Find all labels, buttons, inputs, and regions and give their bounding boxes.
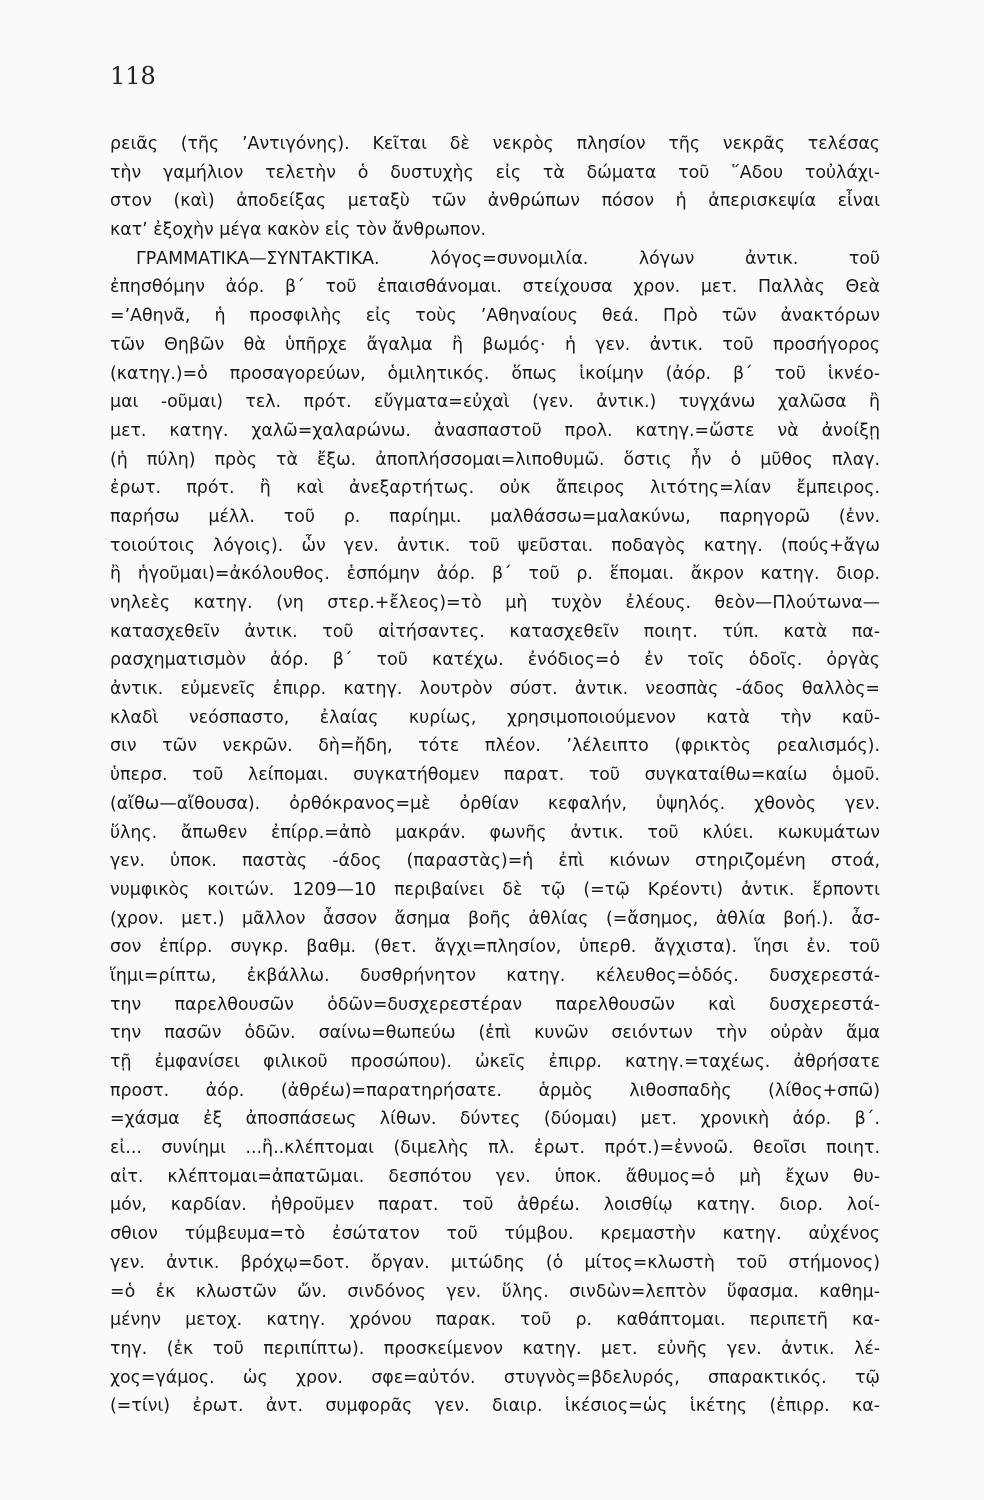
text-line: μόν, καρδίαν. ἠθροῦμεν παρατ. τοῦ ἀθρέω. λοισθίῳ κατηγ. διορ. λοί- xyxy=(110,1195,880,1216)
text-line: εἰ... συνίημι ...ἢ..κλέπτομαι (διμελὴς πλ. ἐρωτ. πρότ.)=ἐννοῶ. θεοῖσι ποιητ. xyxy=(110,1138,880,1159)
text-line: τῇ ἐμφανίσει φιλικοῦ προσώπου). ὠκεῖς ἐπιρρ. κατηγ.=ταχέως. ἀθρήσατε xyxy=(110,1052,880,1072)
text-line: ἀντικ. εὐμενεῖς ἐπιρρ. κατηγ. λουτρὸν σύστ. ἀντικ. νεοσπὰς -άδος θαλλὸς= xyxy=(110,679,880,700)
text-line: κατασχεθεῖν ἀντικ. τοῦ αἰτήσαντες. κατασχεθεῖν ποιητ. τύπ. κατὰ πα- xyxy=(110,621,880,642)
text-line: νηλεὲς κατηγ. (νη στερ.+ἔλεος)=τὸ μὴ τυχὸν ἐλέους. θεὸν—Πλούτωνα— xyxy=(110,593,880,613)
text-line: χος=γάμος. ὡς χρον. σφε=αὐτόν. στυγνὸς=βδελυρός, σπαρακτικός. τῷ xyxy=(110,1367,880,1388)
text-line: κλαδὶ νεόσπαστο, ἐλαίας κυρίως, χρησιμοποιούμενον κατὰ τὴν καῦ- xyxy=(110,707,880,728)
text-line: (ἡ πύλη) πρὸς τὰ ἔξω. ἀποπλήσσομαι=λιποθυμῶ. ὅστις ἦν ὁ μῦθος πλαγ. xyxy=(110,449,880,470)
text-line: ἵημι=ρίπτω, ἐκβάλλω. δυσθρήνητον κατηγ. κέλευθος=ὁδός. δυσχερεστά- xyxy=(110,965,880,986)
text-line: αἰτ. κλέπτομαι=ἀπατῶμαι. δεσπότου γεν. ὑποκ. ἄθυμος=ὁ μὴ ἔχων θυ- xyxy=(110,1166,880,1187)
body-text xyxy=(110,130,880,1421)
text-line: ὑπερσ. τοῦ λείπομαι. συγκατήθομεν παρατ. τοῦ συγκαταίθω=καίω ὁμοῦ. xyxy=(110,765,880,786)
text-line: κατ’ ἐξοχὴν μέγα κακὸν εἰς τὸν ἄνθρωπον. xyxy=(110,220,487,241)
text-line: ἐρωτ. πρότ. ἢ καὶ ἀνεξαρτήτως. οὐκ ἄπειρος λιτότης=λίαν ἔμπειρος. xyxy=(110,478,880,499)
text-line: τὴν γαμήλιον τελετὴν ὁ δυστυχὴς εἰς τὰ δώματα τοῦ ῞Αδου τοὐλάχι- xyxy=(110,162,880,183)
text-line: γεν. ὑποκ. παστὰς -άδος (παραστὰς)=ἡ ἐπὶ κιόνων στηριζομένη στοά, xyxy=(110,851,880,872)
text-line: =χάσμα ἐξ ἀποσπάσεως λίθων. δύντες (δύομαι) μετ. χρονικὴ ἀόρ. β΄. xyxy=(110,1109,880,1130)
text-line: (=τίνι) ἐρωτ. ἀντ. συμφορᾶς γεν. διαιρ. ἱκέσιος=ὡς ἱκέτης (ἐπιρρ. κα- xyxy=(110,1396,880,1417)
text-line: τοιούτοις λόγοις). ὧν γεν. ἀντικ. τοῦ ψεῦσται. ποδαγὸς κατηγ. (πούς+ἄγω xyxy=(110,535,880,556)
text-line: =ὁ ἐκ κλωστῶν ὤν. σινδόνος γεν. ὕλης. σινδὼν=λεπτὸν ὕφασμα. καθημ- xyxy=(110,1281,880,1302)
page-number: 118 xyxy=(110,62,156,90)
text-line: τῶν Θηβῶν θὰ ὑπῆρχε ἄγαλμα ἢ βωμός· ἡ γεν. ἀντικ. τοῦ προσήγορος xyxy=(110,334,880,355)
text-line: =’Αθηνᾶ, ἡ προσφιλὴς εἰς τοὺς ’Αθηναίους θεά. Πρὸ τῶν ἀνακτόρων xyxy=(110,306,880,327)
text-line: ΓΡΑΜΜΑΤΙΚΑ—ΣΥΝΤΑΚΤΙΚΑ. λόγος=συνομιλία. λόγων ἀντικ. τοῦ xyxy=(136,248,880,269)
text-line: ἢ ἡγοῦμαι)=ἀκόλουθος. ἑσπόμην ἀόρ. β΄ τοῦ ρ. ἕπομαι. ἄκρον κατηγ. διορ. xyxy=(110,564,880,585)
text-line: σον ἐπίρρ. συγκρ. βαθμ. (θετ. ἄγχι=πλησίον, ὑπερθ. ἄγχιστα). ἵησι ἐν. τοῦ xyxy=(110,937,880,958)
text-line: ρειᾶς (τῆς ’Αντιγόνης). Κεῖται δὲ νεκρὸς πλησίον τῆς νεκρᾶς τελέσας xyxy=(110,134,880,154)
text-line: νυμφικὸς κοιτών. 1209—10 περιβαίνει δὲ τῷ (=τῷ Κρέοντι) ἀντικ. ἕρποντι xyxy=(110,879,880,900)
text-line: προστ. ἀόρ. (ἀθρέω)=παρατηρήσατε. ἁρμὸς λιθοσπαδὴς (λίθος+σπῶ) xyxy=(110,1080,880,1101)
text-line: ὕλης. ἄπωθεν ἐπίρρ.=ἀπὸ μακράν. φωνῆς ἀντικ. τοῦ κλύει. κωκυμάτων xyxy=(110,822,880,843)
text-line: την παρελθουσῶν ὁδῶν=δυσχερεστέραν παρελθουσῶν καὶ δυσχερεστά- xyxy=(110,994,880,1015)
text-line: σθιον τύμβευμα=τὸ ἐσώτατον τοῦ τύμβου. κρεμαστὴν κατηγ. αὐχένος xyxy=(110,1224,880,1245)
text-line: γεν. ἀντικ. βρόχῳ=δοτ. ὄργαν. μιτώδης (ὁ μίτος=κλωστὴ τοῦ στήμονος) xyxy=(110,1252,880,1273)
text-line: μαι -οῦμαι) τελ. πρότ. εὔγματα=εὐχαὶ (γεν. ἀντικ.) τυγχάνω χαλῶσα ἢ xyxy=(110,392,880,413)
text-line: τηγ. (ἐκ τοῦ περιπίπτω). προσκείμενον κατηγ. μετ. εὐνῆς γεν. ἀντικ. λέ- xyxy=(110,1338,880,1359)
text-line: παρήσω μέλλ. τοῦ ρ. παρίημι. μαλθάσσω=μαλακύνω, παρηγορῶ (ἐνν. xyxy=(110,506,880,527)
text-line: ἐπησθόμην ἀόρ. β΄ τοῦ ἐπαισθάνομαι. στείχουσα χρον. μετ. Παλλὰς Θεὰ xyxy=(110,277,880,298)
text-line: ρασχηματισμὸν ἀόρ. β΄ τοῦ κατέχω. ἐνόδιος=ὁ ἐν τοῖς ὁδοῖς. ὀργὰς xyxy=(110,650,880,671)
text-line: (κατηγ.)=ὁ προσαγορεύων, ὁμιλητικός. ὅπως ἱκοίμην (ἀόρ. β΄ τοῦ ἱκνέο- xyxy=(110,363,880,384)
text-line: (αἴθω—αἴθουσα). ὀρθόκρανος=μὲ ὀρθίαν κεφαλήν, ὑψηλός. χθονὸς γεν. xyxy=(110,793,880,814)
text-line: (χρον. μετ.) μᾶλλον ἆσσον ἄσημα βοῆς ἀθλίας (=ἄσημος, ἀθλία βοή.). ἆσ- xyxy=(110,908,880,929)
text-line: στον (καὶ) ἀποδείξας μεταξὺ τῶν ἀνθρώπων πόσον ἡ ἀπερισκεψία εἶναι xyxy=(110,191,880,212)
text-line: μένην μετοχ. κατηγ. χρόνου παρακ. τοῦ ρ. καθάπτομαι. περιπετῆ κα- xyxy=(110,1310,880,1331)
text-line: την πασῶν ὁδῶν. σαίνω=θωπεύω (ἐπὶ κυνῶν σειόντων τὴν οὐρὰν ἅμα xyxy=(110,1023,880,1044)
text-line: μετ. κατηγ. χαλῶ=χαλαρώνω. ἀνασπαστοῦ προλ. κατηγ.=ὥστε νὰ ἀνοίξῃ xyxy=(110,420,880,441)
text-line: σιν τῶν νεκρῶν. δὴ=ἤδη, τότε πλέον. ’λέλειπτο (φρικτὸς ρεαλισμός). xyxy=(110,736,880,757)
